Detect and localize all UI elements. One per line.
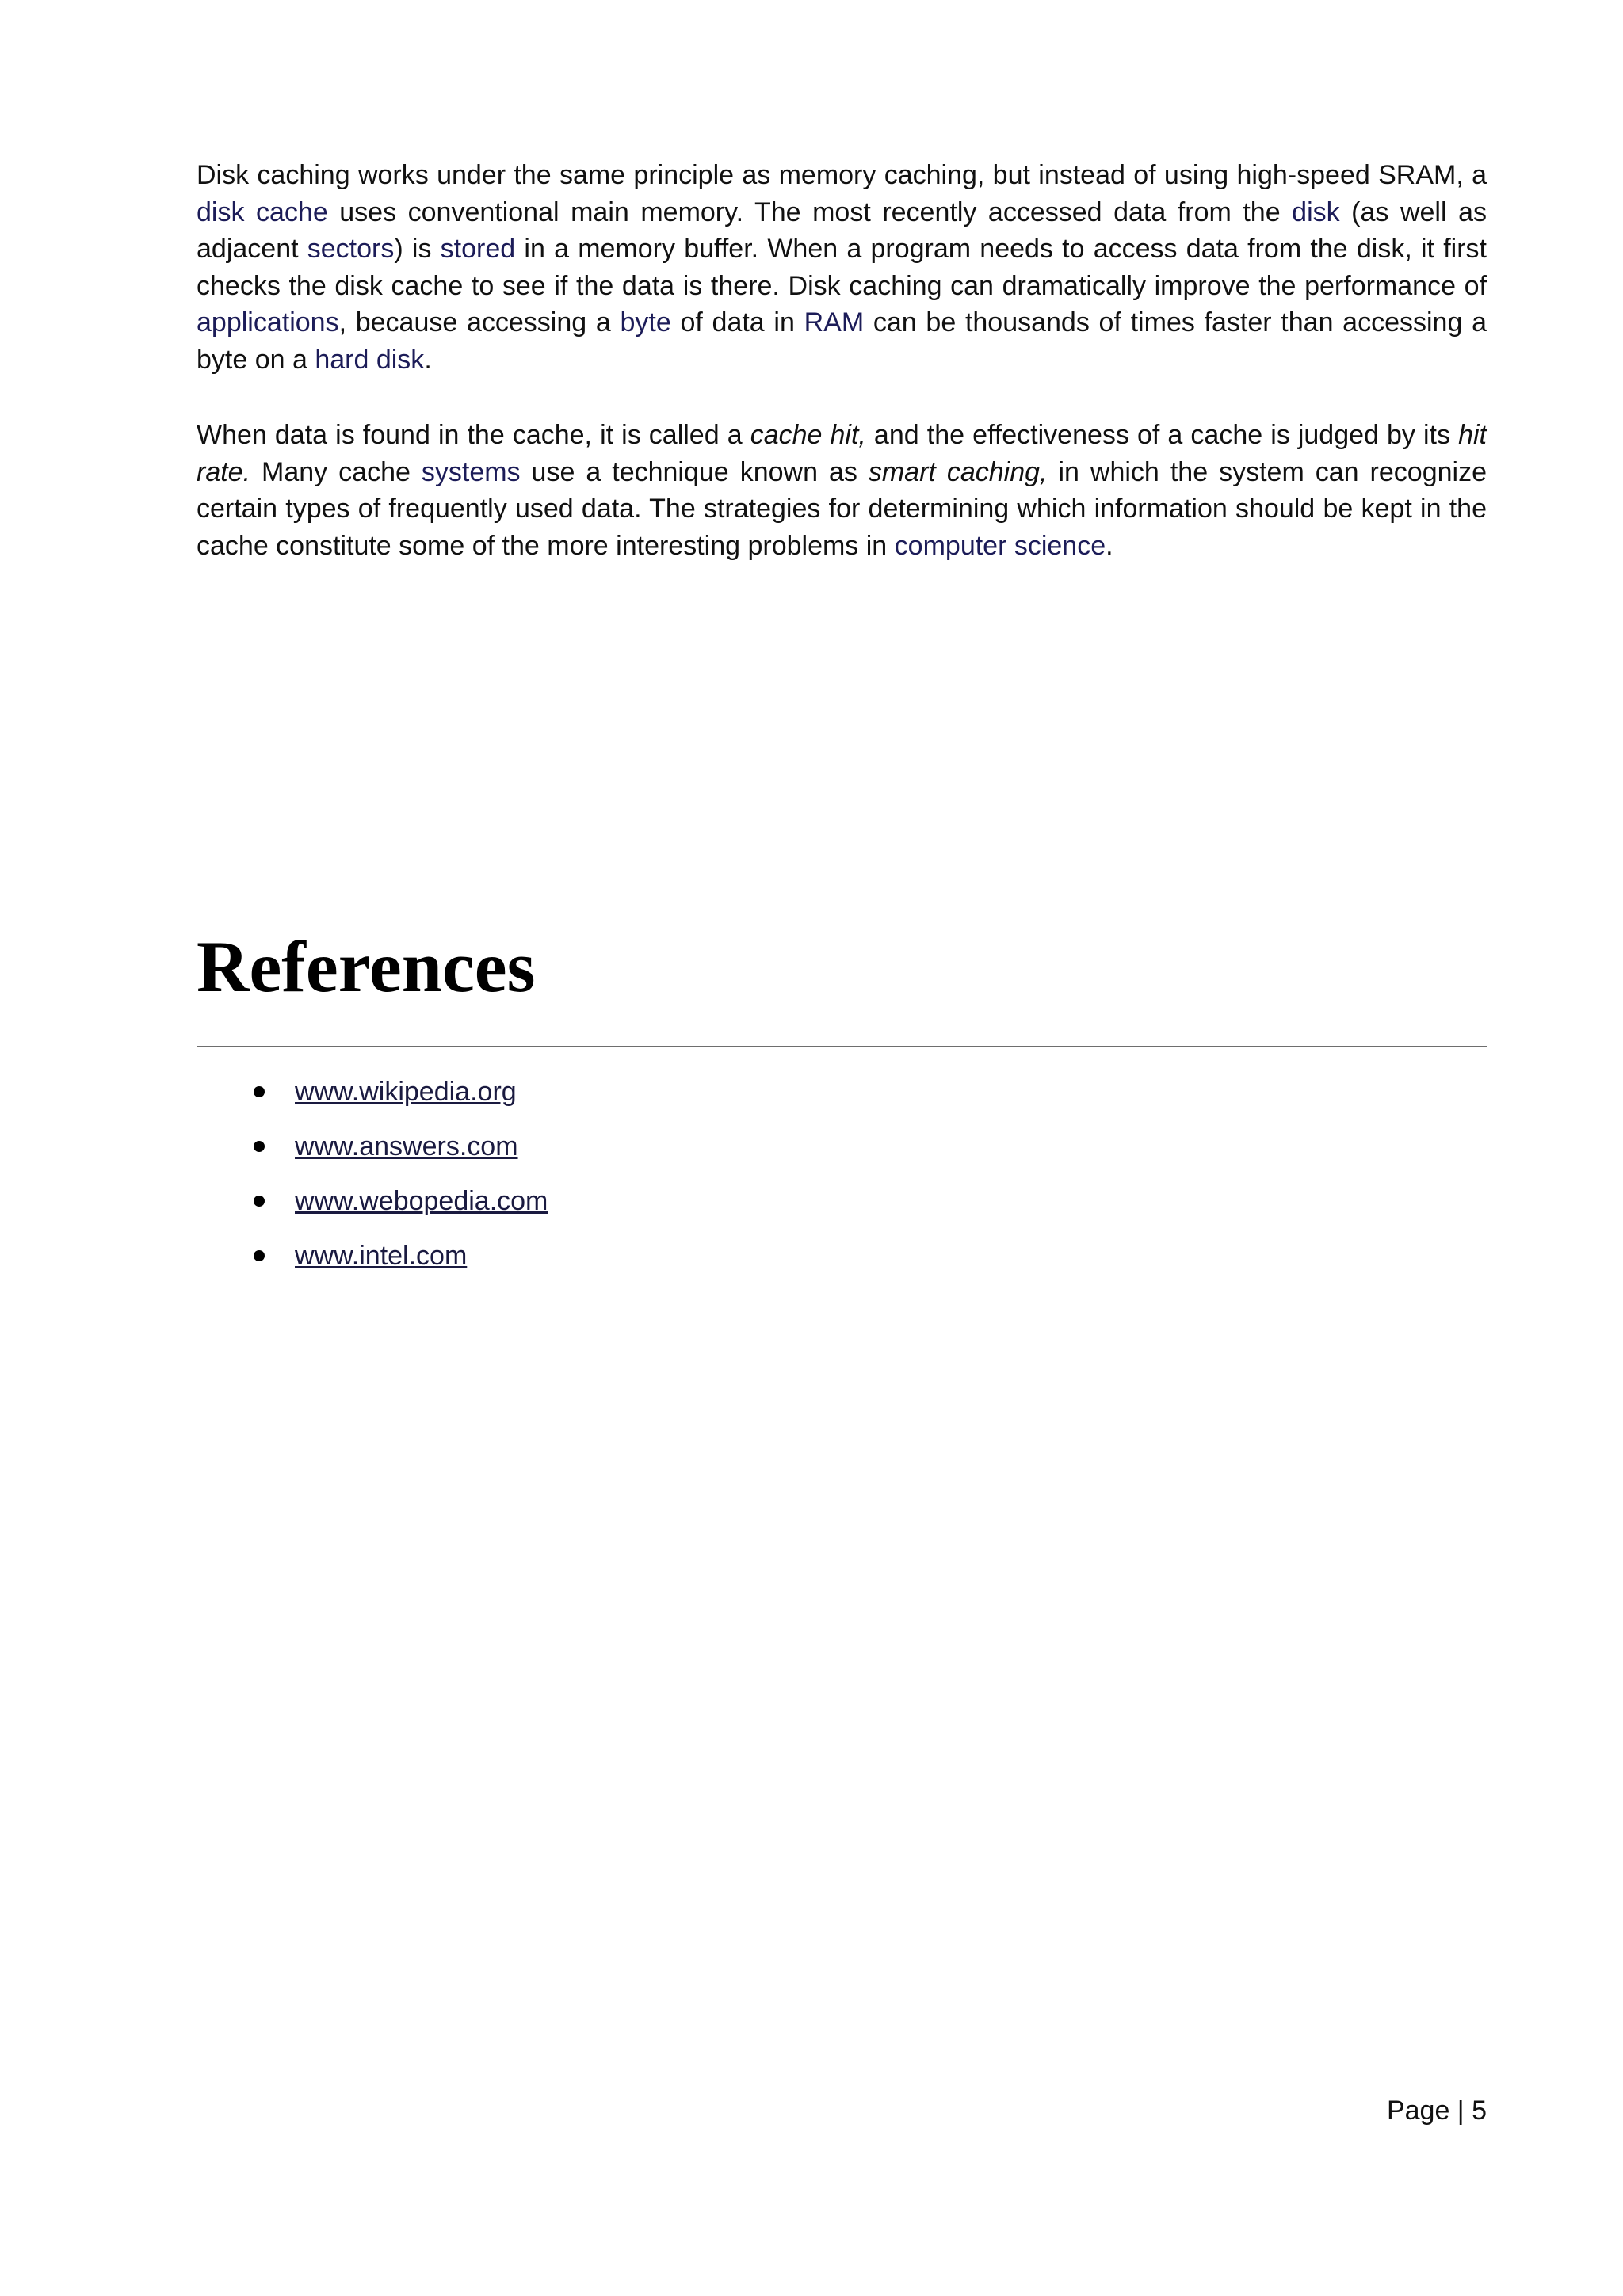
paragraph-disk-caching	[197, 157, 1487, 378]
text-run: of data in	[670, 307, 804, 338]
text-run: can be thousands of times faster than accessing a byte on a	[197, 307, 1487, 375]
italic-term-cache-hit: cache hit,	[750, 420, 866, 450]
reference-link-intel[interactable]: www.intel.com	[295, 1241, 468, 1271]
bullet-icon	[254, 1196, 265, 1207]
text-run: Many cache	[250, 456, 422, 487]
reference-link-webopedia[interactable]: www.webopedia.com	[295, 1186, 548, 1216]
term-link-disk[interactable]: disk	[1292, 196, 1340, 227]
term-link-ram[interactable]: RAM	[804, 307, 865, 338]
reference-link-wikipedia[interactable]: www.wikipedia.org	[295, 1077, 517, 1107]
bullet-icon	[254, 1250, 265, 1261]
text-run: .	[424, 344, 432, 375]
text-run: in a memory buffer. When a program needs to access data from the disk, it first checks the disk cache to see if the data is there. Disk caching can dramatically improve the performance of	[197, 234, 1487, 301]
heading-divider	[197, 1046, 1487, 1047]
italic-term-smart-caching: smart caching,	[868, 456, 1048, 487]
italic-term-hit-rate: hit rate.	[197, 420, 1487, 487]
reference-link-answers[interactable]: www.answers.com	[295, 1131, 518, 1161]
list-item	[197, 1183, 1487, 1238]
references-list	[197, 1074, 1487, 1292]
term-link-sectors[interactable]: sectors	[307, 234, 395, 264]
bullet-icon	[254, 1086, 265, 1097]
term-link-disk-cache[interactable]: disk cache	[197, 196, 328, 227]
list-item	[197, 1238, 1487, 1292]
term-link-systems[interactable]: systems	[421, 456, 521, 487]
text-run: and the effectiveness of a cache is judged by its	[865, 420, 1459, 450]
term-link-computer-science[interactable]: computer science	[894, 530, 1106, 561]
text-run: ) is	[394, 234, 441, 264]
list-item	[197, 1128, 1487, 1183]
text-run: use a technique known as	[520, 456, 869, 487]
text-run: in which the system can recognize certain types of frequently used data. The strategies for determining which information should be kept in the cache constitute some of the more interesting problems in	[197, 456, 1487, 561]
text-run: Disk caching works under the same principle as memory caching, but instead of using high-speed SRAM, a	[197, 160, 1487, 190]
references-heading: References	[197, 926, 536, 1007]
text-run: , because accessing a	[338, 307, 621, 338]
term-link-hard-disk[interactable]: hard disk	[315, 344, 425, 375]
term-link-byte[interactable]: byte	[620, 307, 671, 338]
text-run: (as well as adjacent	[197, 196, 1487, 264]
list-item	[197, 1074, 1487, 1128]
text-run: When data is found in the cache, it is called a	[197, 420, 750, 450]
bullet-icon	[254, 1141, 265, 1152]
text-run: .	[1106, 530, 1113, 561]
page-number: Page | 5	[1386, 2096, 1487, 2126]
term-link-applications[interactable]: applications	[197, 307, 339, 338]
paragraph-cache-hit	[197, 417, 1487, 564]
text-run: uses conventional main memory. The most recently accessed data from the	[327, 196, 1293, 227]
term-link-stored[interactable]: stored	[440, 234, 516, 264]
